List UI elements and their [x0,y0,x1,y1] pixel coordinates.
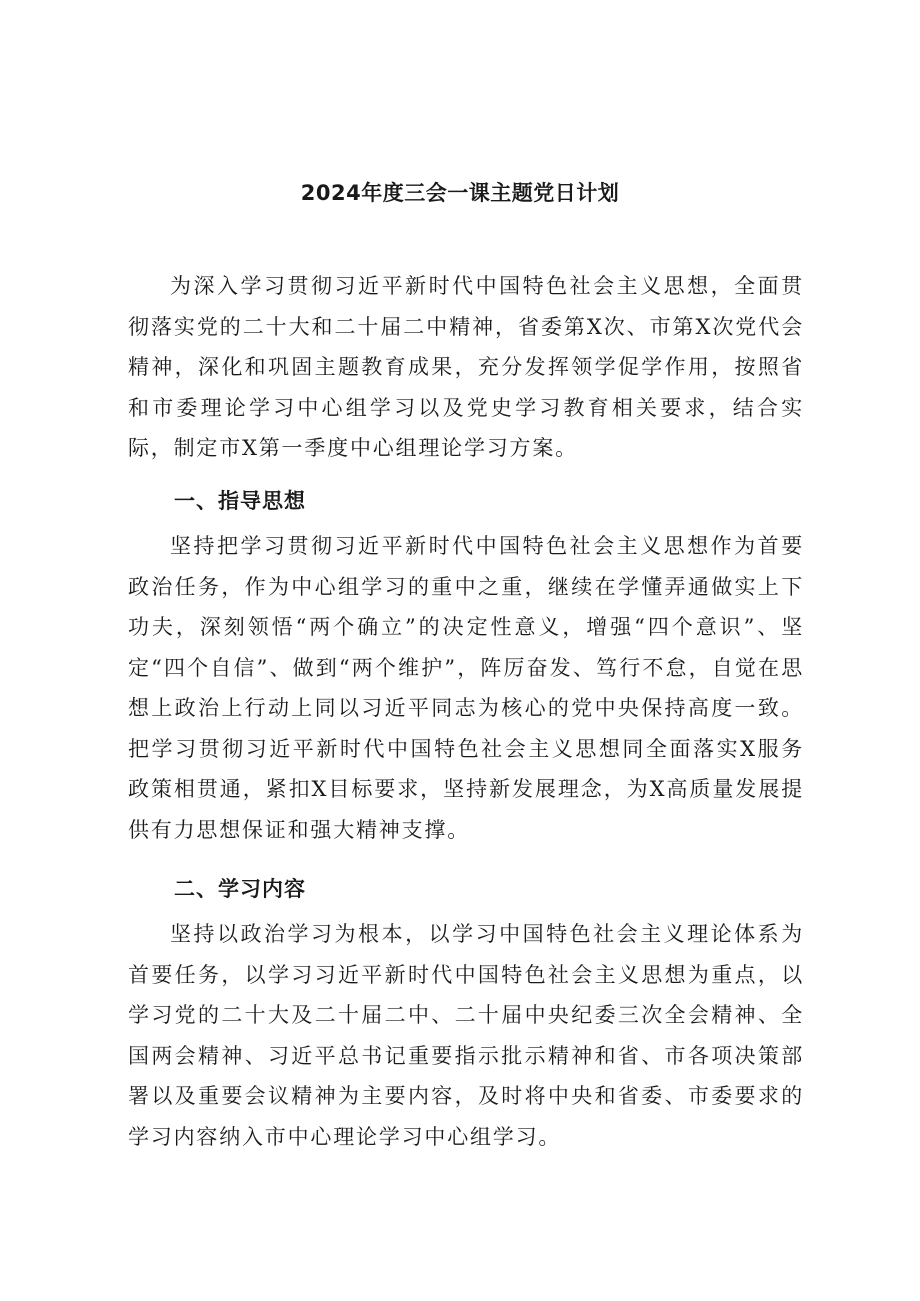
document-title: 2024年度三会一课主题党日计划 [300,181,620,205]
section-body-guiding-thought: 坚持把学习贯彻习近平新时代中国特色社会主义思想作为首要政治任务，作为中心组学习的重中之重，继续在学懂弄通做实上下功夫，深刻领悟“两个确立”的决定性意义，增强“四个意识”、坚定“四个自信”、做到“两个维护”，阵厉奋发、笃行不怠，自觉在思想上政治上行动上同以习近平同志为核心的党中央保持高度一致。把学习贯彻习近平新时代中国特色社会主义思想同全面落实X服务政策相贯通，紧扣X目标要求，坚持新发展理念，为X高质量发展提供有力思想保证和强大精神支撑。 [128,534,804,842]
section-body-study-content: 坚持以政治学习为根本，以学习中国特色社会主义理论体系为首要任务，以学习习近平新时代中国特色社会主义思想为重点，以学习党的二十大及二十届二中、二十届中央纪委三次全会精神、全国两会精神、习近平总书记重要指示批示精神和省、市各项决策部署以及重要会议精神为主要内容，及时将中央和省委、市委要求的学习内容纳入市中心理论学习中心组学习。 [128,922,804,1149]
section-heading-study-content: 二、学习内容 [174,877,306,901]
section-heading-guiding-thought: 一、指导思想 [174,489,306,513]
intro-paragraph: 为深入学习贯彻习近平新时代中国特色社会主义思想，全面贯彻落实党的二十大和二十届二中精神，省委第X次、市第X次党代会精神，深化和巩固主题教育成果，充分发挥领学促学作用，按照省和市委理论学习中心组学习以及党史学习教育相关要求，结合实际，制定市X第一季度中心组理论学习方案。 [128,274,804,460]
